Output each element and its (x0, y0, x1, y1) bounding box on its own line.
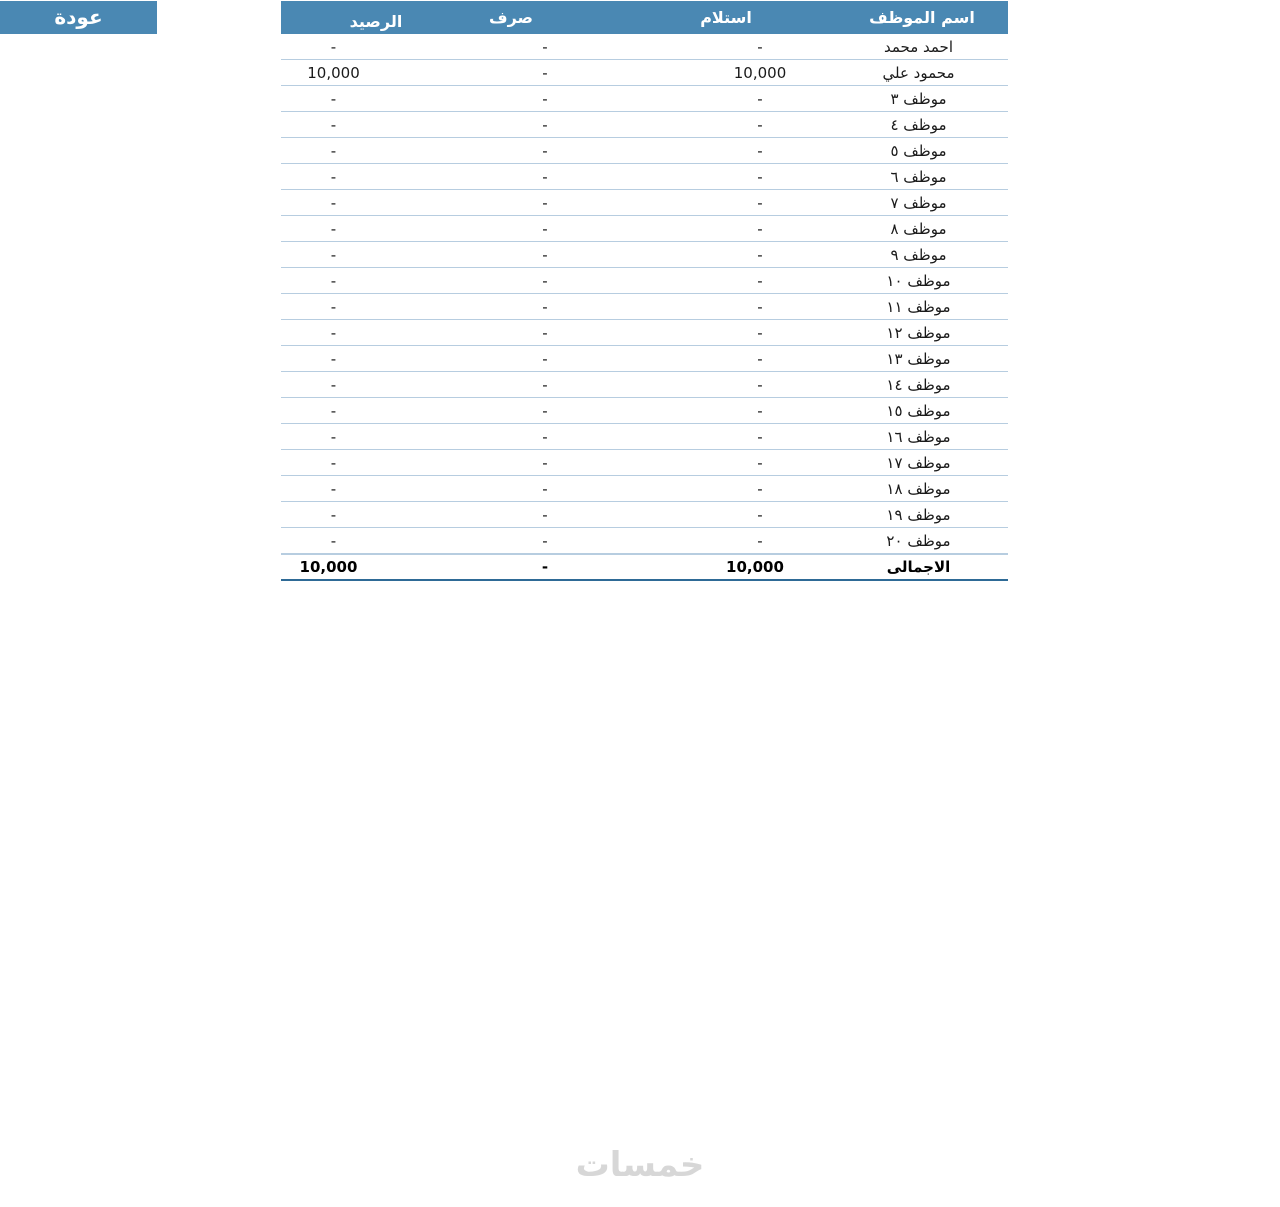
spent-cell[interactable]: - (542, 427, 548, 446)
employee-name-cell[interactable]: موظف ٩ (890, 245, 947, 264)
table-row (281, 320, 1008, 346)
employee-name-cell[interactable]: موظف ١٩ (886, 505, 951, 524)
total-label: الاجمالى (886, 558, 951, 576)
table-row (281, 242, 1008, 268)
employee-name-cell[interactable]: محمود علي (882, 63, 955, 82)
received-cell[interactable]: - (757, 323, 763, 342)
employee-name-cell[interactable]: موظف ٨ (890, 219, 947, 238)
spent-cell[interactable]: - (542, 297, 548, 316)
table-row (281, 216, 1008, 242)
spent-cell[interactable]: - (542, 531, 548, 550)
balance-cell[interactable]: - (330, 193, 337, 212)
header-employee-name: اسم الموظف (869, 8, 975, 27)
total-spent[interactable]: - (541, 558, 549, 576)
spent-cell[interactable]: - (542, 219, 548, 238)
back-button[interactable]: عودة (0, 1, 157, 34)
table-row (281, 502, 1008, 528)
received-cell[interactable]: - (757, 479, 763, 498)
balance-cell[interactable]: - (330, 219, 337, 238)
spent-cell[interactable]: - (542, 271, 548, 290)
total-row (281, 554, 1008, 581)
spent-cell[interactable]: - (542, 349, 548, 368)
table-row (281, 112, 1008, 138)
received-cell[interactable]: - (757, 401, 763, 420)
employee-name-cell[interactable]: موظف ٦ (890, 167, 947, 186)
employee-name-cell[interactable]: موظف ٤ (890, 115, 947, 134)
employee-name-cell[interactable]: موظف ٣ (890, 89, 947, 108)
balance-cell[interactable]: - (330, 271, 337, 290)
table-row (281, 424, 1008, 450)
table-row (281, 372, 1008, 398)
employee-name-cell[interactable]: موظف ١٥ (886, 401, 951, 420)
table-row (281, 60, 1008, 86)
received-cell[interactable]: - (757, 193, 763, 212)
received-cell[interactable]: - (757, 531, 763, 550)
received-cell[interactable]: - (757, 245, 763, 264)
header-balance: الرصيد (349, 12, 403, 31)
balance-cell[interactable]: - (330, 427, 337, 446)
received-cell[interactable]: - (757, 141, 763, 160)
header-spent: صرف (489, 8, 533, 27)
spent-cell[interactable]: - (542, 479, 548, 498)
total-balance[interactable]: 10,000 (299, 558, 358, 576)
table-row (281, 476, 1008, 502)
balance-cell[interactable]: - (330, 505, 337, 524)
spent-cell[interactable]: - (542, 37, 548, 56)
received-cell[interactable]: - (757, 375, 763, 394)
table-row (281, 164, 1008, 190)
table-row (281, 86, 1008, 112)
employee-name-cell[interactable]: موظف ٢٠ (886, 531, 951, 550)
table-body (281, 34, 1008, 554)
table-row (281, 190, 1008, 216)
balance-cell[interactable]: - (330, 323, 337, 342)
spent-cell[interactable]: - (542, 453, 548, 472)
balance-cell[interactable]: - (330, 375, 337, 394)
spent-cell[interactable]: - (542, 141, 548, 160)
received-cell[interactable]: - (757, 167, 763, 186)
balance-cell[interactable]: - (330, 89, 337, 108)
employee-name-cell[interactable]: موظف ١٧ (886, 453, 951, 472)
table-header (281, 1, 1008, 34)
header-received: استلام (700, 8, 752, 27)
spent-cell[interactable]: - (542, 323, 548, 342)
table-row (281, 346, 1008, 372)
balance-cell[interactable]: - (330, 141, 337, 160)
table-row (281, 450, 1008, 476)
received-cell[interactable]: - (757, 297, 763, 316)
received-cell[interactable]: - (757, 219, 763, 238)
spent-cell[interactable]: - (542, 115, 548, 134)
employee-name-cell[interactable]: موظف ١١ (886, 297, 951, 316)
employee-name-cell[interactable]: موظف ١٠ (886, 271, 951, 290)
spent-cell[interactable]: - (542, 245, 548, 264)
balance-cell[interactable]: - (330, 349, 337, 368)
spent-cell[interactable]: - (542, 89, 548, 108)
balance-cell[interactable]: - (330, 37, 337, 56)
received-cell[interactable]: - (757, 89, 763, 108)
table-row (281, 294, 1008, 320)
spent-cell[interactable]: - (542, 401, 548, 420)
total-received[interactable]: 10,000 (726, 558, 784, 576)
employee-name-cell[interactable]: موظف ١٨ (886, 479, 951, 498)
received-cell[interactable]: - (757, 37, 763, 56)
received-cell[interactable]: - (757, 453, 763, 472)
watermark-logo: خمسات (575, 1145, 705, 1185)
balance-cell[interactable]: - (330, 401, 337, 420)
received-cell[interactable]: - (757, 349, 763, 368)
balance-cell[interactable]: - (330, 297, 337, 316)
received-cell[interactable]: - (757, 505, 763, 524)
balance-cell[interactable]: - (330, 115, 337, 134)
spent-cell[interactable]: - (542, 193, 548, 212)
spent-cell[interactable]: - (542, 167, 548, 186)
employee-name-cell[interactable]: موظف ٧ (890, 193, 947, 212)
table-row (281, 138, 1008, 164)
balance-cell[interactable]: - (330, 245, 337, 264)
employee-ledger-table (281, 1, 1008, 581)
received-cell[interactable]: - (757, 115, 763, 134)
balance-cell[interactable]: - (330, 479, 337, 498)
table-row (281, 528, 1008, 554)
employee-name-cell[interactable]: احمد محمد (883, 37, 954, 56)
spent-cell[interactable]: - (542, 375, 548, 394)
received-cell[interactable]: - (757, 427, 763, 446)
employee-name-cell[interactable]: موظف ١٦ (886, 427, 951, 446)
table-row (281, 398, 1008, 424)
employee-name-cell[interactable]: موظف ١٢ (886, 323, 951, 342)
employee-name-cell[interactable]: موظف ١٣ (886, 349, 951, 368)
balance-cell[interactable]: - (330, 531, 337, 550)
balance-cell[interactable]: - (330, 453, 337, 472)
received-cell[interactable]: 10,000 (733, 63, 787, 82)
table-row (281, 34, 1008, 60)
received-cell[interactable]: - (757, 271, 763, 290)
employee-name-cell[interactable]: موظف ١٤ (886, 375, 951, 394)
balance-cell[interactable]: - (330, 167, 337, 186)
table-row (281, 268, 1008, 294)
spent-cell[interactable]: - (542, 63, 548, 82)
balance-cell[interactable]: 10,000 (307, 63, 360, 82)
spent-cell[interactable]: - (542, 505, 548, 524)
employee-name-cell[interactable]: موظف ٥ (890, 141, 947, 160)
